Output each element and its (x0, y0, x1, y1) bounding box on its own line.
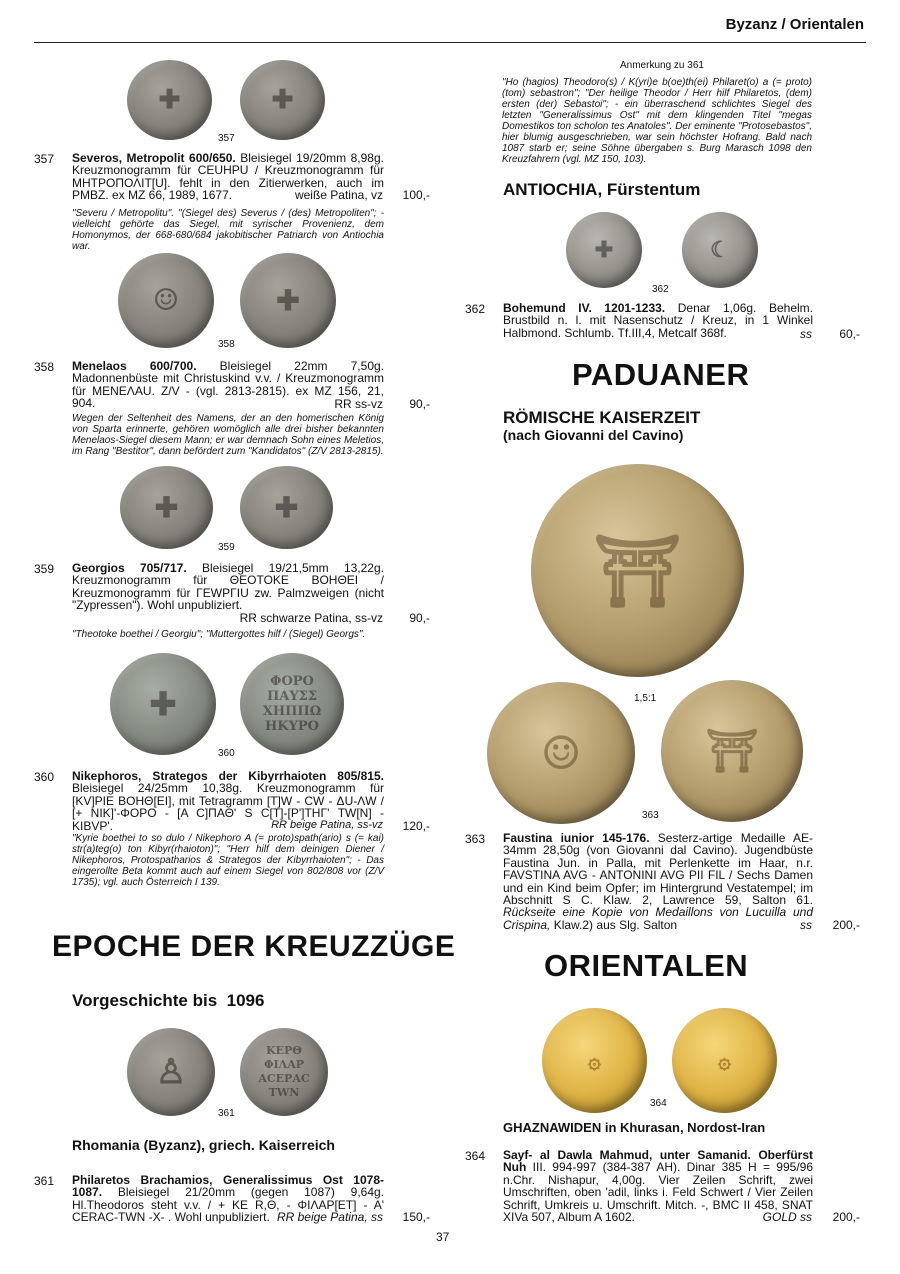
lot-361-grade: RR beige Patina, ss (276, 1210, 383, 1224)
lot-363-body2: Klaw.2) aus Slg. Salton (553, 917, 678, 932)
lot-358-price: 90,- (409, 397, 430, 411)
lot-362-grade: ss (800, 327, 812, 341)
image-caption-357: 357 (218, 133, 235, 144)
lot-359-price: 90,- (409, 611, 430, 625)
subheading-roemische-kaiserzeit: RÖMISCHE KAISERZEIT (503, 408, 701, 427)
lot-364-body: III. 994-997 (384-387 AH). Dinar 385 H = 995/96 n.Chr. Nishapur, 4,00g. Vier Zeilen Schrift, zwei Umschriften, oben 'adil, links i. Feld Schwert / Vier Zeilen Schrift, Umkreis u. Umschrift. Mitch. -, BMC II 458, SNAT XIVa 507, Album A 1602. (503, 1160, 813, 1225)
header-title: Byzanz / Orientalen (725, 16, 864, 33)
lot-359-note: "Theotoke boethei / Georgiu"; "Muttergottes hilf / (Siegel) Georgs". (72, 629, 366, 640)
lot-362-title: Bohemund IV. 1201-1233. (503, 301, 666, 315)
lot-363-italic: Rückseite eine Kopie von Medaillons von Lucuilla und Crispina, (503, 905, 813, 932)
coin-360-reverse: ΦΟΡΟ ΠΑΥΣΣ ΧΗΠΠΩ ΗΚΥΡΟ (240, 653, 344, 755)
coin-358-reverse: ✚ (240, 253, 336, 348)
lot-number-362: 362 (465, 302, 486, 316)
image-caption-364: 364 (650, 1098, 667, 1109)
lot-number-357: 357 (34, 152, 55, 166)
lot-number-358: 358 (34, 360, 55, 374)
lot-357-grade: weiße Patina, vz (294, 188, 383, 202)
coin-359-obverse: ✚ (120, 466, 213, 549)
coin-361-reverse: ΚΕΡΘ ΦΙΛΑΡ ΑCΕΡΑC ΤWΝ (240, 1028, 328, 1116)
lot-360-body: Bleisiegel 24/25mm 10,38g. Kreuzmonogramm für [KV]PIE ΒΟΗΘ[ΕΙ], mit Tetragramm [T]W - CW - ΔU-ΛW / [+ NIK]'-ΦΟΡΟ - [Α C]ΠΑΘ' S C[T]-[P']ΤΗΓ' TW[N] - ΚΙΒVP'. (72, 781, 384, 833)
lot-363-title: Faustina iunior 145-176. (503, 831, 650, 845)
coin-363-obverse: ☺ (487, 682, 635, 824)
lot-359-body: Bleisiegel 19/21,5mm 13,22g. Kreuzmonogramm für ΘΕΟΤΟΚΕ ΒΟΗΘΕΙ / Kreuzmonogramm für ΓΕWΡΓΙU zw. Palmzweigen (nicht "Zypressen"). Wohl unpubliziert. (72, 561, 384, 613)
lot-357-price: 100,- (402, 188, 430, 202)
image-caption-363: 363 (642, 810, 659, 821)
page-number: 37 (436, 1230, 450, 1244)
coin-361-obverse: ♙ (127, 1028, 215, 1116)
lot-363-body: Sesterz-artige Medaille AE-34mm 28,50g (von Giovanni dal Cavino). Jugendbüste Faustina Jun. in Palla, mit Perlenkette im Haar, n.r. FAVSTINA AVG - ANTONINI AVG PII FIL / Sechs Damen und ein Kind beim Opfer; im Hintergrund Vestatempel; im Abschnitt S C. Klaw. 2, Lawrence 59, Salton 61. (503, 831, 813, 908)
image-caption-359: 359 (218, 542, 235, 553)
image-caption-362: 362 (652, 284, 669, 295)
coin-357-reverse: ✚ (240, 60, 325, 140)
lot-number-361: 361 (34, 1174, 55, 1188)
section-heading-orientalen: ORIENTALEN (544, 948, 749, 983)
lot-358-grade: RR ss-vz (334, 397, 383, 411)
lot-357-title: Severos, Metropolit 600/650. (72, 151, 236, 165)
lot-360-grade: RR beige Patina, ss-vz (271, 819, 383, 831)
coin-362-reverse: ☾ (682, 212, 758, 288)
image-caption-361: 361 (218, 1108, 235, 1119)
subheading-ghaznawiden: GHAZNAWIDEN in Khurasan, Nordost-Iran (503, 1120, 766, 1135)
lot-358-title: Menelaos 600/700. (72, 359, 197, 373)
coin-363-reverse: ⛩ (661, 680, 803, 822)
lot-364-title: Sayf- al Dawla Mahmud, unter Samanid. Oberfürst Nuh (503, 1148, 813, 1175)
section-heading-kreuzzuege: EPOCHE DER KREUZZÜGE (52, 930, 456, 963)
section-heading-antiochia: ANTIOCHIA, Fürstentum (503, 180, 701, 199)
coin-363-reverse-enlarged: ⛩ (531, 464, 744, 677)
lot-number-359: 359 (34, 562, 55, 576)
coin-357-obverse: ✚ (127, 60, 212, 140)
lot-363-price: 200,- (832, 918, 860, 932)
lot-361-title: Philaretos Brachamios, Generalissimus Ost 1078-1087. (72, 1173, 384, 1200)
lot-363-grade: ss (800, 918, 812, 932)
section-heading-paduaner: PADUANER (572, 357, 750, 392)
coin-364-reverse: ۞ (672, 1008, 777, 1113)
subheading-rhomania: Rhomania (Byzanz), griech. Kaiserreich (72, 1137, 335, 1153)
header-divider (34, 42, 866, 43)
subheading-cavino: (nach Giovanni del Cavino) (503, 427, 684, 443)
image-caption-358: 358 (218, 339, 235, 350)
lot-362-price: 60,- (839, 327, 860, 341)
subheading-vorgeschichte: Vorgeschichte bis 1096 (72, 991, 265, 1010)
coin-360-obverse: ✚ (110, 653, 216, 755)
lot-number-363: 363 (465, 832, 486, 846)
lot-361-price: 150,- (402, 1210, 430, 1224)
anmerkung-text: "Ho (hagios) Theodoro(s) / K(yri)e b(oe)th(ei) Philaret(o) a (= proto) (tom) sebastron"; "Der heilige Theodor / Herr hilf Philaretos, (dem) ersten (der) Sebastoi"; - ein überraschend schlichtes Siegel des letzten "Generalissimus Ost" mit dem klingenden Titel "megas Domestikos ton scholon tes Anatoles". Der eminente "Protosebastos", hier blumig ausgeschrieben, war sein höchster Hofrang. Bald nach 1087 starb er; seine Söhne übergaben s. Burg Marasch 1098 den Kreuzfahrern (vgl. MZ 150, 103). (502, 77, 812, 165)
lot-358-body: Bleisiegel 22mm 7,50g. Madonnenbüste mit Christuskind v.v. / Kreuzmonogramm für ΜΕΝΕΛΑU. Z/V - (vgl. 2813-2815). ex MZ 156, 21, 904. (72, 359, 384, 411)
lot-358-note: Wegen der Seltenheit des Namens, der an den homerischen König von Sparta erinnerte, gehören womöglich alle drei bisher bekannten Menelaos-Siegel diesem Mann; er war demnach Sohn eines Meletios, im Rang "Bestitor", dann befördert zum "Kandidatos" (Z/V 2813-2815). (72, 413, 384, 457)
lot-357-note: "Severu / Metropolitu". "(Siegel des) Severus / (des) Metropoliten"; - vielleicht gehörte das Siegel, mit syrischer Provenienz, dem Homonymos, der 668-680/684 jakobitischer Patriarch von Antiochia war. (72, 208, 384, 252)
lot-360-note: "Kyrie boethei to so dulo / Nikephoro A (= proto)spath(ario) s (= kai) str(a)teg(o) ton Kibyr(rhaioton)"; "Herr hilf dem deinigen Diener / Nikephoros, Protospatharios & Strategos der Kibyrrhaioten"; - Das eingerollte Beta kommt auch auf einem Siegel von 802/808 vor (Z/V 1735); vgl. auch Österreich I 139. (72, 833, 384, 888)
lot-360-title: Nikephoros, Strategos der Kibyrrhaioten 805/815. (72, 769, 384, 783)
image-scale-363: 1,5:1 (634, 693, 657, 704)
lot-364-grade: GOLD ss (762, 1210, 812, 1224)
lot-364-price: 200,- (832, 1210, 860, 1224)
lot-number-360: 360 (34, 770, 55, 784)
page-header (0, 0, 900, 44)
anmerkung-title: Anmerkung zu 361 (620, 60, 704, 71)
coin-364-obverse: ۞ (542, 1008, 647, 1113)
lot-357-body: Bleisiegel 19/20mm 8,98g. Kreuzmonogramm für CEUHPU / Kreuzmonogramm für ΜΗΤΡΟΠΟΛΙΤ[U]. fehlt in den Zitierwerken, auch im PMBZ. ex MZ 66, 1989, 1677. (72, 151, 384, 203)
coin-358-obverse: ☺ (118, 253, 214, 348)
image-caption-360: 360 (218, 748, 235, 759)
lot-359-grade: RR schwarze Patina, ss-vz (239, 611, 383, 625)
lot-362-body: Denar 1,06g. Behelm. Brustbild n. l. mit Nasenschutz / Kreuz, in 1 Winkel Halbmond. Schlumb. Tf.III,4, Metcalf 368f. (503, 301, 813, 340)
lot-359-title: Georgios 705/717. (72, 561, 187, 575)
lot-361-body: Bleisiegel 21/20mm (gegen 1087) 9,64g. Hl.Theodoros steht v.v. / + KE R,Θ, - ΦΙΛΑΡ[ΕΤ] - Α' CERAC-TWN -X- . Wohl unpubliziert. (72, 1185, 385, 1225)
coin-359-reverse: ✚ (240, 466, 333, 549)
coin-362-obverse: ✚ (566, 212, 642, 288)
lot-360-price: 120,- (402, 819, 430, 833)
lot-363-text (503, 832, 813, 931)
lot-359-text (72, 562, 384, 612)
lot-number-364: 364 (465, 1149, 486, 1163)
